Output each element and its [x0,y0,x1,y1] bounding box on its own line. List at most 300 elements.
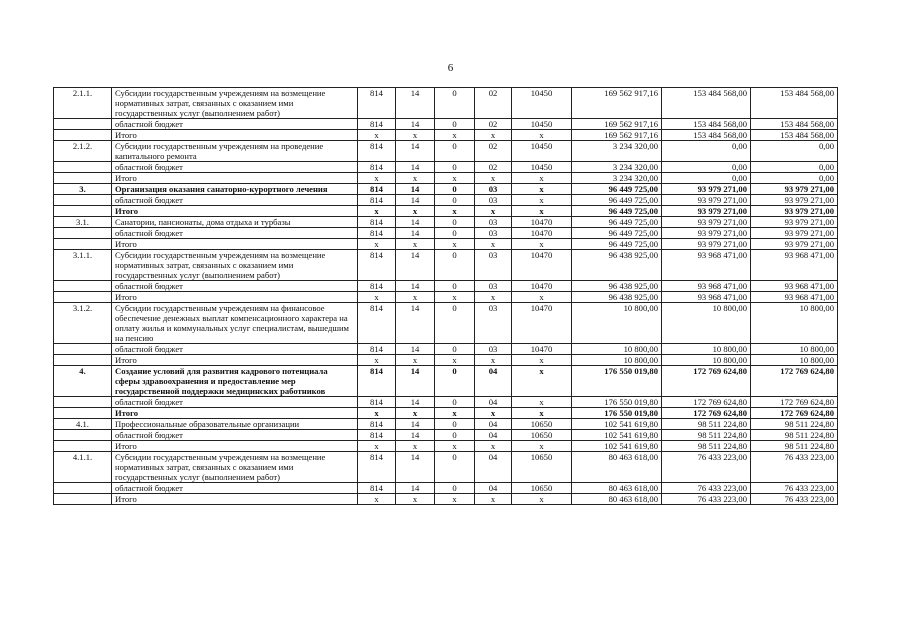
code-gr-cell: 814 [358,162,396,173]
table-row [54,141,838,162]
table-row [54,344,838,355]
amount-2019-cell: 76 433 223,00 [662,452,751,483]
amount-2019-cell: 98 511 224,80 [662,441,751,452]
amount-2020-cell: 76 433 223,00 [751,483,838,494]
row-number-cell [54,483,112,494]
code-vr-cell: 10470 [512,281,572,292]
code-gr-cell: 814 [358,303,396,344]
amount-2019-cell: 93 979 271,00 [662,217,751,228]
row-name-cell: Итого [112,292,358,303]
row-number-cell: 4.1. [54,419,112,430]
amount-2018-cell: 102 541 619,80 [572,430,662,441]
row-name-cell: областной бюджет [112,344,358,355]
row-name-cell: областной бюджет [112,195,358,206]
code-gr-cell: 814 [358,88,396,119]
amount-2019-cell: 93 968 471,00 [662,292,751,303]
code-csr-cell: 02 [475,141,512,162]
amount-2020-cell: 0,00 [751,162,838,173]
code-gr-cell: 814 [358,228,396,239]
amount-2019-cell: 93 979 271,00 [662,184,751,195]
code-csr-cell: х [475,355,512,366]
code-pr-cell: х [435,408,475,419]
code-pr-cell: 0 [435,141,475,162]
row-number-cell [54,397,112,408]
code-rz-cell: х [396,239,435,250]
code-csr-cell: х [475,494,512,505]
code-csr-cell: 03 [475,184,512,195]
code-csr-cell: 04 [475,419,512,430]
amount-2020-cell: 10 800,00 [751,303,838,344]
row-number-cell [54,195,112,206]
code-rz-cell: х [396,173,435,184]
amount-2020-cell: 93 979 271,00 [751,184,838,195]
code-csr-cell: 02 [475,88,512,119]
amount-2020-cell: 98 511 224,80 [751,419,838,430]
code-rz-cell: х [396,292,435,303]
code-pr-cell: х [435,173,475,184]
row-number-cell: 3.1. [54,217,112,228]
code-pr-cell: 0 [435,119,475,130]
code-gr-cell: 814 [358,452,396,483]
amount-2018-cell: 176 550 019,80 [572,397,662,408]
amount-2020-cell: 153 484 568,00 [751,130,838,141]
code-gr-cell: х [358,173,396,184]
table-row [54,303,838,344]
code-gr-cell: х [358,408,396,419]
amount-2018-cell: 176 550 019,80 [572,366,662,397]
row-name-cell: областной бюджет [112,228,358,239]
table-row [54,162,838,173]
code-csr-cell: 02 [475,162,512,173]
row-number-cell [54,494,112,505]
amount-2019-cell: 0,00 [662,162,751,173]
code-gr-cell: 814 [358,366,396,397]
row-number-cell: 3.1.2. [54,303,112,344]
code-gr-cell: х [358,494,396,505]
code-rz-cell: 14 [396,303,435,344]
code-gr-cell: х [358,206,396,217]
amount-2019-cell: 172 769 624,80 [662,397,751,408]
amount-2019-cell: 93 968 471,00 [662,250,751,281]
code-vr-cell: х [512,184,572,195]
amount-2018-cell: 96 449 725,00 [572,239,662,250]
table-row [54,184,838,195]
code-rz-cell: х [396,494,435,505]
code-gr-cell: 814 [358,141,396,162]
amount-2018-cell: 10 800,00 [572,355,662,366]
code-csr-cell: 04 [475,483,512,494]
row-number-cell [54,162,112,173]
code-csr-cell: 03 [475,195,512,206]
code-gr-cell: 814 [358,430,396,441]
amount-2020-cell: 93 968 471,00 [751,292,838,303]
code-gr-cell: х [358,239,396,250]
code-gr-cell: 814 [358,217,396,228]
amount-2018-cell: 3 234 320,00 [572,141,662,162]
row-name-cell: областной бюджет [112,397,358,408]
amount-2018-cell: 96 438 925,00 [572,292,662,303]
row-name-cell: Создание условий для развития кадрового потенциала сферы здравоохранения и предоставление мер государственной поддержки медицинских работников [112,366,358,397]
table-row [54,88,838,119]
code-vr-cell: 10450 [512,141,572,162]
code-pr-cell: 0 [435,452,475,483]
code-rz-cell: 14 [396,366,435,397]
amount-2019-cell: 153 484 568,00 [662,88,751,119]
code-gr-cell: 814 [358,397,396,408]
code-pr-cell: х [435,494,475,505]
page-number: 6 [447,62,454,74]
code-gr-cell: х [358,130,396,141]
code-vr-cell: х [512,397,572,408]
amount-2019-cell: 153 484 568,00 [662,119,751,130]
code-rz-cell: 14 [396,430,435,441]
code-pr-cell: 0 [435,430,475,441]
row-name-cell: областной бюджет [112,483,358,494]
code-vr-cell: х [512,195,572,206]
code-vr-cell: 10650 [512,430,572,441]
amount-2019-cell: 93 979 271,00 [662,228,751,239]
code-pr-cell: 0 [435,303,475,344]
code-gr-cell: х [358,441,396,452]
amount-2019-cell: 98 511 224,80 [662,419,751,430]
code-rz-cell: 14 [396,250,435,281]
code-gr-cell: х [358,355,396,366]
amount-2020-cell: 98 511 224,80 [751,441,838,452]
table-row [54,281,838,292]
code-pr-cell: х [435,441,475,452]
code-gr-cell: 814 [358,483,396,494]
code-vr-cell: 10470 [512,250,572,281]
table-row [54,452,838,483]
code-csr-cell: х [475,408,512,419]
amount-2019-cell: 172 769 624,80 [662,366,751,397]
code-rz-cell: 14 [396,419,435,430]
row-number-cell [54,281,112,292]
row-number-cell: 3. [54,184,112,195]
row-name-cell: Санатории, пансионаты, дома отдыха и турбазы [112,217,358,228]
code-rz-cell: 14 [396,397,435,408]
code-vr-cell: х [512,130,572,141]
table-row [54,130,838,141]
code-pr-cell: 0 [435,250,475,281]
code-gr-cell: х [358,292,396,303]
row-name-cell: Итого [112,206,358,217]
amount-2018-cell: 96 449 725,00 [572,184,662,195]
row-name-cell: Итого [112,441,358,452]
amount-2020-cell: 93 979 271,00 [751,206,838,217]
code-gr-cell: 814 [358,119,396,130]
table-row [54,173,838,184]
code-pr-cell: 0 [435,344,475,355]
amount-2019-cell: 93 979 271,00 [662,195,751,206]
table-row [54,239,838,250]
amount-2020-cell: 172 769 624,80 [751,366,838,397]
code-rz-cell: 14 [396,344,435,355]
code-csr-cell: 03 [475,250,512,281]
row-number-cell: 4. [54,366,112,397]
amount-2019-cell: 172 769 624,80 [662,408,751,419]
code-pr-cell: 0 [435,483,475,494]
amount-2020-cell: 93 968 471,00 [751,281,838,292]
code-csr-cell: 04 [475,452,512,483]
row-number-cell [54,173,112,184]
code-pr-cell: 0 [435,195,475,206]
code-rz-cell: 14 [396,281,435,292]
amount-2018-cell: 169 562 917,16 [572,88,662,119]
code-vr-cell: х [512,173,572,184]
row-name-cell: Итого [112,355,358,366]
row-number-cell [54,119,112,130]
code-vr-cell: 10470 [512,344,572,355]
code-vr-cell: х [512,366,572,397]
code-pr-cell: х [435,292,475,303]
code-csr-cell: х [475,206,512,217]
row-name-cell: Организация оказания санаторно-курортного лечения [112,184,358,195]
row-name-cell: Субсидии государственным учреждениям на возмещение нормативных затрат, связанных с оказанием ими государственных услуг (выполнением работ) [112,88,358,119]
amount-2020-cell: 153 484 568,00 [751,88,838,119]
code-gr-cell: 814 [358,195,396,206]
amount-2018-cell: 102 541 619,80 [572,419,662,430]
amount-2019-cell: 0,00 [662,141,751,162]
code-pr-cell: х [435,130,475,141]
row-name-cell: областной бюджет [112,281,358,292]
code-csr-cell: х [475,441,512,452]
amount-2020-cell: 0,00 [751,141,838,162]
row-number-cell [54,408,112,419]
row-number-cell [54,344,112,355]
code-pr-cell: 0 [435,419,475,430]
code-pr-cell: 0 [435,162,475,173]
code-rz-cell: 14 [396,452,435,483]
code-pr-cell: 0 [435,88,475,119]
code-vr-cell: х [512,239,572,250]
table-row [54,494,838,505]
code-rz-cell: х [396,355,435,366]
code-gr-cell: 814 [358,184,396,195]
code-csr-cell: 03 [475,217,512,228]
row-name-cell: Субсидии государственным учреждениям на проведение капитального ремонта [112,141,358,162]
amount-2018-cell: 176 550 019,80 [572,408,662,419]
code-rz-cell: 14 [396,228,435,239]
table-row [54,250,838,281]
table-row [54,408,838,419]
row-name-cell: областной бюджет [112,119,358,130]
table-row [54,206,838,217]
code-rz-cell: 14 [396,119,435,130]
code-pr-cell: 0 [435,228,475,239]
amount-2018-cell: 96 438 925,00 [572,281,662,292]
amount-2019-cell: 76 433 223,00 [662,494,751,505]
amount-2018-cell: 80 463 618,00 [572,452,662,483]
table-row [54,483,838,494]
code-csr-cell: 04 [475,366,512,397]
amount-2018-cell: 3 234 320,00 [572,173,662,184]
row-name-cell: Итого [112,130,358,141]
code-vr-cell: х [512,355,572,366]
row-name-cell: Итого [112,239,358,250]
code-csr-cell: 03 [475,228,512,239]
row-number-cell: 4.1.1. [54,452,112,483]
code-csr-cell: х [475,292,512,303]
amount-2018-cell: 10 800,00 [572,344,662,355]
amount-2020-cell: 98 511 224,80 [751,430,838,441]
table-row [54,430,838,441]
code-vr-cell: 10650 [512,483,572,494]
row-name-cell: областной бюджет [112,162,358,173]
amount-2019-cell: 10 800,00 [662,303,751,344]
code-vr-cell: х [512,494,572,505]
budget-table [53,87,838,505]
row-number-cell [54,441,112,452]
amount-2018-cell: 10 800,00 [572,303,662,344]
table-row [54,397,838,408]
row-name-cell: Итого [112,173,358,184]
row-number-cell [54,228,112,239]
amount-2020-cell: 93 968 471,00 [751,250,838,281]
code-csr-cell: х [475,239,512,250]
table-row [54,292,838,303]
code-rz-cell: х [396,130,435,141]
table-row [54,217,838,228]
table-row [54,419,838,430]
code-csr-cell: 04 [475,430,512,441]
table-row [54,119,838,130]
code-csr-cell: х [475,173,512,184]
amount-2020-cell: 153 484 568,00 [751,119,838,130]
code-gr-cell: 814 [358,281,396,292]
code-pr-cell: 0 [435,281,475,292]
amount-2020-cell: 172 769 624,80 [751,408,838,419]
code-pr-cell: 0 [435,184,475,195]
amount-2018-cell: 102 541 619,80 [572,441,662,452]
code-rz-cell: 14 [396,195,435,206]
code-rz-cell: 14 [396,162,435,173]
row-number-cell [54,355,112,366]
amount-2018-cell: 80 463 618,00 [572,483,662,494]
amount-2018-cell: 96 438 925,00 [572,250,662,281]
amount-2019-cell: 93 968 471,00 [662,281,751,292]
code-vr-cell: х [512,441,572,452]
amount-2019-cell: 10 800,00 [662,344,751,355]
amount-2019-cell: 76 433 223,00 [662,483,751,494]
code-rz-cell: 14 [396,88,435,119]
row-number-cell: 2.1.1. [54,88,112,119]
amount-2020-cell: 10 800,00 [751,355,838,366]
row-name-cell: областной бюджет [112,430,358,441]
code-vr-cell: 10450 [512,88,572,119]
code-rz-cell: 14 [396,483,435,494]
table-row [54,355,838,366]
amount-2020-cell: 76 433 223,00 [751,494,838,505]
row-name-cell: Субсидии государственным учреждениям на возмещение нормативных затрат, связанных с оказанием ими государственных услуг (выполнением работ) [112,452,358,483]
row-number-cell [54,292,112,303]
code-csr-cell: 03 [475,303,512,344]
code-vr-cell: 10470 [512,228,572,239]
amount-2018-cell: 96 449 725,00 [572,217,662,228]
code-vr-cell: х [512,206,572,217]
amount-2018-cell: 80 463 618,00 [572,494,662,505]
amount-2019-cell: 93 979 271,00 [662,206,751,217]
amount-2020-cell: 93 979 271,00 [751,195,838,206]
code-vr-cell: х [512,292,572,303]
amount-2018-cell: 3 234 320,00 [572,162,662,173]
code-gr-cell: 814 [358,419,396,430]
code-pr-cell: х [435,355,475,366]
amount-2018-cell: 96 449 725,00 [572,206,662,217]
amount-2020-cell: 93 979 271,00 [751,217,838,228]
table-row [54,366,838,397]
code-csr-cell: 03 [475,281,512,292]
code-rz-cell: 14 [396,184,435,195]
amount-2018-cell: 169 562 917,16 [572,119,662,130]
code-gr-cell: 814 [358,344,396,355]
code-rz-cell: х [396,206,435,217]
table-row [54,441,838,452]
row-name-cell: Профессиональные образовательные организации [112,419,358,430]
code-vr-cell: 10470 [512,303,572,344]
row-number-cell [54,430,112,441]
code-pr-cell: 0 [435,366,475,397]
amount-2019-cell: 10 800,00 [662,355,751,366]
code-csr-cell: 03 [475,344,512,355]
table-row [54,195,838,206]
row-number-cell [54,130,112,141]
code-vr-cell: х [512,408,572,419]
row-number-cell [54,206,112,217]
row-number-cell: 2.1.2. [54,141,112,162]
code-rz-cell: х [396,441,435,452]
amount-2020-cell: 93 979 271,00 [751,228,838,239]
row-number-cell [54,239,112,250]
amount-2018-cell: 96 449 725,00 [572,228,662,239]
amount-2019-cell: 0,00 [662,173,751,184]
amount-2020-cell: 10 800,00 [751,344,838,355]
code-csr-cell: 04 [475,397,512,408]
amount-2018-cell: 96 449 725,00 [572,195,662,206]
code-vr-cell: 10450 [512,119,572,130]
table-body [54,88,838,505]
amount-2019-cell: 98 511 224,80 [662,430,751,441]
code-csr-cell: х [475,130,512,141]
row-name-cell: Субсидии государственным учреждениям на возмещение нормативных затрат, связанных с оказанием ими государственных услуг (выполнением работ) [112,250,358,281]
amount-2019-cell: 93 979 271,00 [662,239,751,250]
row-name-cell: Итого [112,408,358,419]
code-vr-cell: 10650 [512,419,572,430]
amount-2020-cell: 76 433 223,00 [751,452,838,483]
row-name-cell: Субсидии государственным учреждениям на финансовое обеспечение денежных выплат компенсационного характера на оплату жилья и коммунальных услуг специалистам, вышедшим на пенсию [112,303,358,344]
amount-2020-cell: 93 979 271,00 [751,239,838,250]
row-name-cell: Итого [112,494,358,505]
code-pr-cell: 0 [435,397,475,408]
code-vr-cell: 10470 [512,217,572,228]
code-csr-cell: 02 [475,119,512,130]
row-number-cell: 3.1.1. [54,250,112,281]
amount-2019-cell: 153 484 568,00 [662,130,751,141]
code-rz-cell: 14 [396,141,435,162]
code-pr-cell: х [435,206,475,217]
table-row [54,228,838,239]
amount-2018-cell: 169 562 917,16 [572,130,662,141]
code-rz-cell: х [396,408,435,419]
amount-2020-cell: 0,00 [751,173,838,184]
code-vr-cell: 10450 [512,162,572,173]
code-gr-cell: 814 [358,250,396,281]
code-pr-cell: х [435,239,475,250]
code-vr-cell: 10650 [512,452,572,483]
code-pr-cell: 0 [435,217,475,228]
code-rz-cell: 14 [396,217,435,228]
amount-2020-cell: 172 769 624,80 [751,397,838,408]
